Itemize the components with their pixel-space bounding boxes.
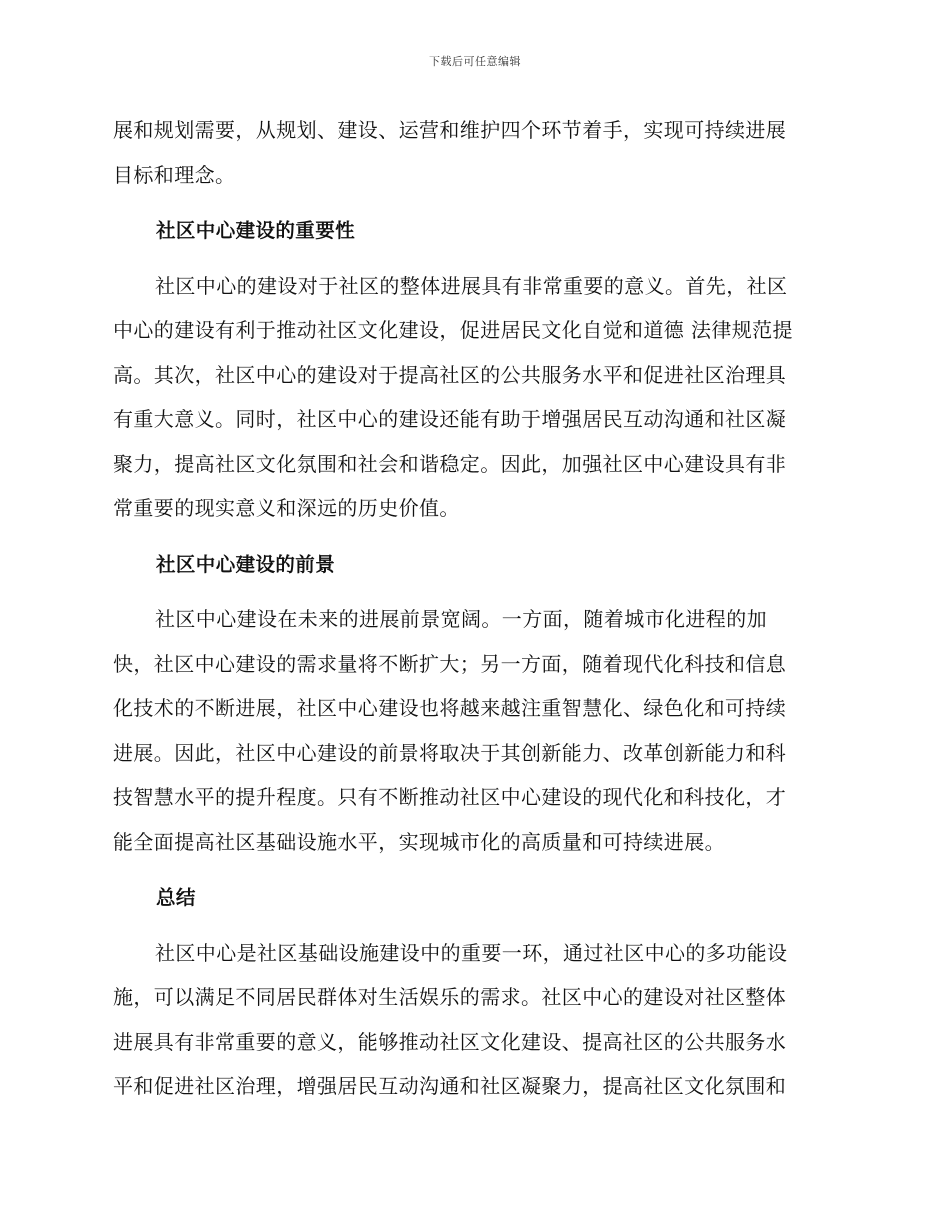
document-body — [113, 108, 835, 1109]
paragraph-line: 社区中心建设在未来的进展前景宽阔。一方面，随着城市化进程的加 — [155, 607, 767, 631]
section-heading-importance: 社区中心建设的重要性 — [156, 219, 356, 242]
paragraph-line: 常重要的现实意义和深远的历史价值。 — [113, 496, 460, 520]
paragraph-line: 快，社区中心建设的需求量将不断扩大；另一方面，随着现代化科技和信息 — [113, 651, 787, 676]
paragraph-line: 聚力，提高社区文化氛围和社会和谐稳定。因此，加强社区中心建设具有非 — [113, 451, 787, 476]
section-heading-summary: 总结 — [156, 886, 196, 909]
paragraph-line: 目标和理念。 — [113, 162, 236, 187]
paragraph-line: 高。其次，社区中心的建设对于提高社区的公共服务水平和促进社区治理具 — [113, 362, 787, 387]
paragraph-line: 社区中心的建设对于社区的整体进展具有非常重要的意义。首先，社区 — [155, 273, 788, 298]
paragraph-line: 展和规划需要，从规划、建设、运营和维护四个环节着手，实现可持续进展 — [113, 118, 787, 142]
summary-paragraph — [113, 931, 835, 1109]
paragraph-line: 技智慧水平的提升程度。只有不断推动社区中心建设的现代化和科技化，才 — [113, 785, 787, 809]
intro-paragraph — [113, 108, 835, 197]
paragraph-line: 有重大意义。同时，社区中心的建设还能有助于增强居民互动沟通和社区凝 — [113, 407, 787, 431]
paragraph-line: 中心的建设有利于推动社区文化建设，促进居民文化自觉和道德 法律规范提 — [113, 318, 793, 342]
paragraph-line: 进展具有非常重要的意义，能够推动社区文化建设、提高社区的公共服务水 — [113, 1029, 787, 1054]
page-header: 下载后可任意编辑 — [429, 55, 521, 68]
paragraph-line: 施，可以满足不同居民群体对生活娱乐的需求。社区中心的建设对社区整体 — [113, 985, 787, 1009]
paragraph-line: 平和促进社区治理，增强居民互动沟通和社区凝聚力，提高社区文化氛围和 — [113, 1074, 787, 1098]
paragraph-line: 能全面提高社区基础设施水平，实现城市化的高质量和可持续进展。 — [113, 829, 725, 854]
section-heading-prospects: 社区中心建设的前景 — [156, 552, 336, 576]
paragraph-line: 社区中心是社区基础设施建设中的重要一环，通过社区中心的多功能设 — [155, 940, 788, 965]
importance-paragraph — [113, 264, 835, 531]
paragraph-line: 进展。因此，社区中心建设的前景将取决于其创新能力、改革创新能力和科 — [113, 740, 787, 765]
prospects-paragraph — [113, 597, 835, 864]
paragraph-line: 化技术的不断进展，社区中心建设也将越来越注重智慧化、绿色化和可持续 — [113, 696, 787, 720]
